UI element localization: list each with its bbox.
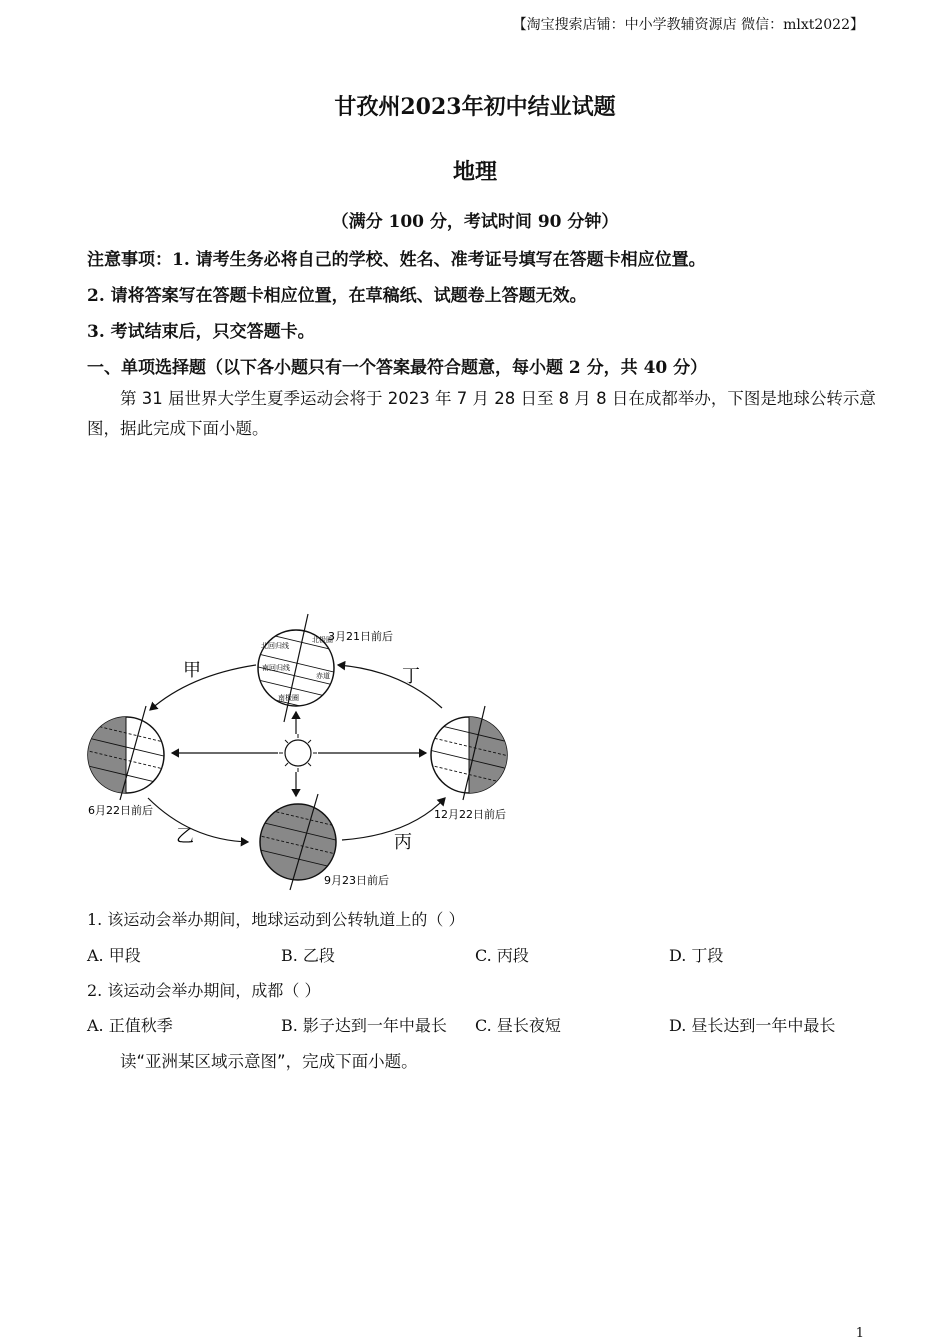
q1-option-c[interactable]: C. 丙段 (475, 946, 529, 965)
subject-title: 地理 (452, 159, 497, 185)
globe-june (80, 706, 172, 800)
notice-2: 2. 请将答案写在答题卡相应位置，在草稿纸、试题卷上答题无效。 (87, 286, 587, 306)
notice-3: 3. 考试结束后，只交答题卡。 (87, 322, 315, 342)
date-label-june: 6月22日前后 (88, 804, 153, 817)
orbit-arc-jia (150, 665, 256, 710)
section-title: 一、单项选择题（以下各小题只有一个答案最符合题意，每小题 2 分，共 40 分） (87, 358, 708, 378)
question-2-stem: 2. 该运动会举办期间，成都（ ） (87, 981, 321, 1000)
page-number: 1 (855, 1326, 864, 1341)
date-label-september: 9月23日前后 (324, 874, 389, 887)
question-1-stem: 1. 该运动会举办期间，地球运动到公转轨道上的（ ） (87, 910, 465, 929)
segment-label-jia: 甲 (183, 660, 201, 681)
q1-option-a[interactable]: A. 甲段 (87, 946, 141, 965)
q2-option-a[interactable]: A. 正值秋季 (87, 1016, 173, 1035)
label-antarctic-circle: 南极圈 (278, 694, 299, 702)
orbit-arc-ding (338, 665, 442, 708)
q2-option-d[interactable]: D. 昼长达到一年中最长 (669, 1016, 836, 1035)
label-arctic-circle: 北极圈 (312, 636, 333, 644)
exam-title: 甘孜州2023年初中结业试题 (334, 94, 616, 120)
intro-paragraph: 第 31 届世界大学生夏季运动会将于 2023 年 7 月 28 日至 8 月 8 日在成都举办，下图是地球公转示意图，据此完成下面小题。 (87, 389, 876, 438)
q2-option-c[interactable]: C. 昼长夜短 (475, 1016, 561, 1035)
label-equator: 赤道 (316, 672, 330, 680)
notice-1: 注意事项：1. 请考生务必将自己的学校、姓名、准考证号填写在答题卡相应位置。 (87, 250, 706, 270)
label-tropic-cancer: 北回归线 (261, 642, 289, 650)
sun-icon (279, 734, 317, 772)
segment-label-ding: 丁 (402, 666, 420, 687)
segment-label-yi: 乙 (176, 826, 194, 847)
globe-december (425, 706, 517, 800)
q1-option-b[interactable]: B. 乙段 (281, 946, 335, 965)
score-info: （满分 100 分，考试时间 90 分钟） (331, 212, 619, 232)
date-label-december: 12月22日前后 (434, 808, 506, 821)
label-tropic-capricorn: 南回归线 (262, 664, 290, 672)
date-label-march: 3月21日前后 (328, 630, 393, 643)
q2-option-b[interactable]: B. 影子达到一年中最长 (281, 1016, 447, 1035)
segment-label-bing: 丙 (394, 832, 412, 853)
orbit-arc-yi (148, 798, 248, 842)
header-note: 【淘宝搜索店铺：中小学教辅资源店 微信：mlxt2022】 (512, 17, 864, 33)
q1-option-d[interactable]: D. 丁段 (669, 946, 724, 965)
earth-revolution-figure (80, 610, 520, 895)
read-instruction: 读“亚洲某区域示意图”，完成下面小题。 (120, 1052, 418, 1071)
